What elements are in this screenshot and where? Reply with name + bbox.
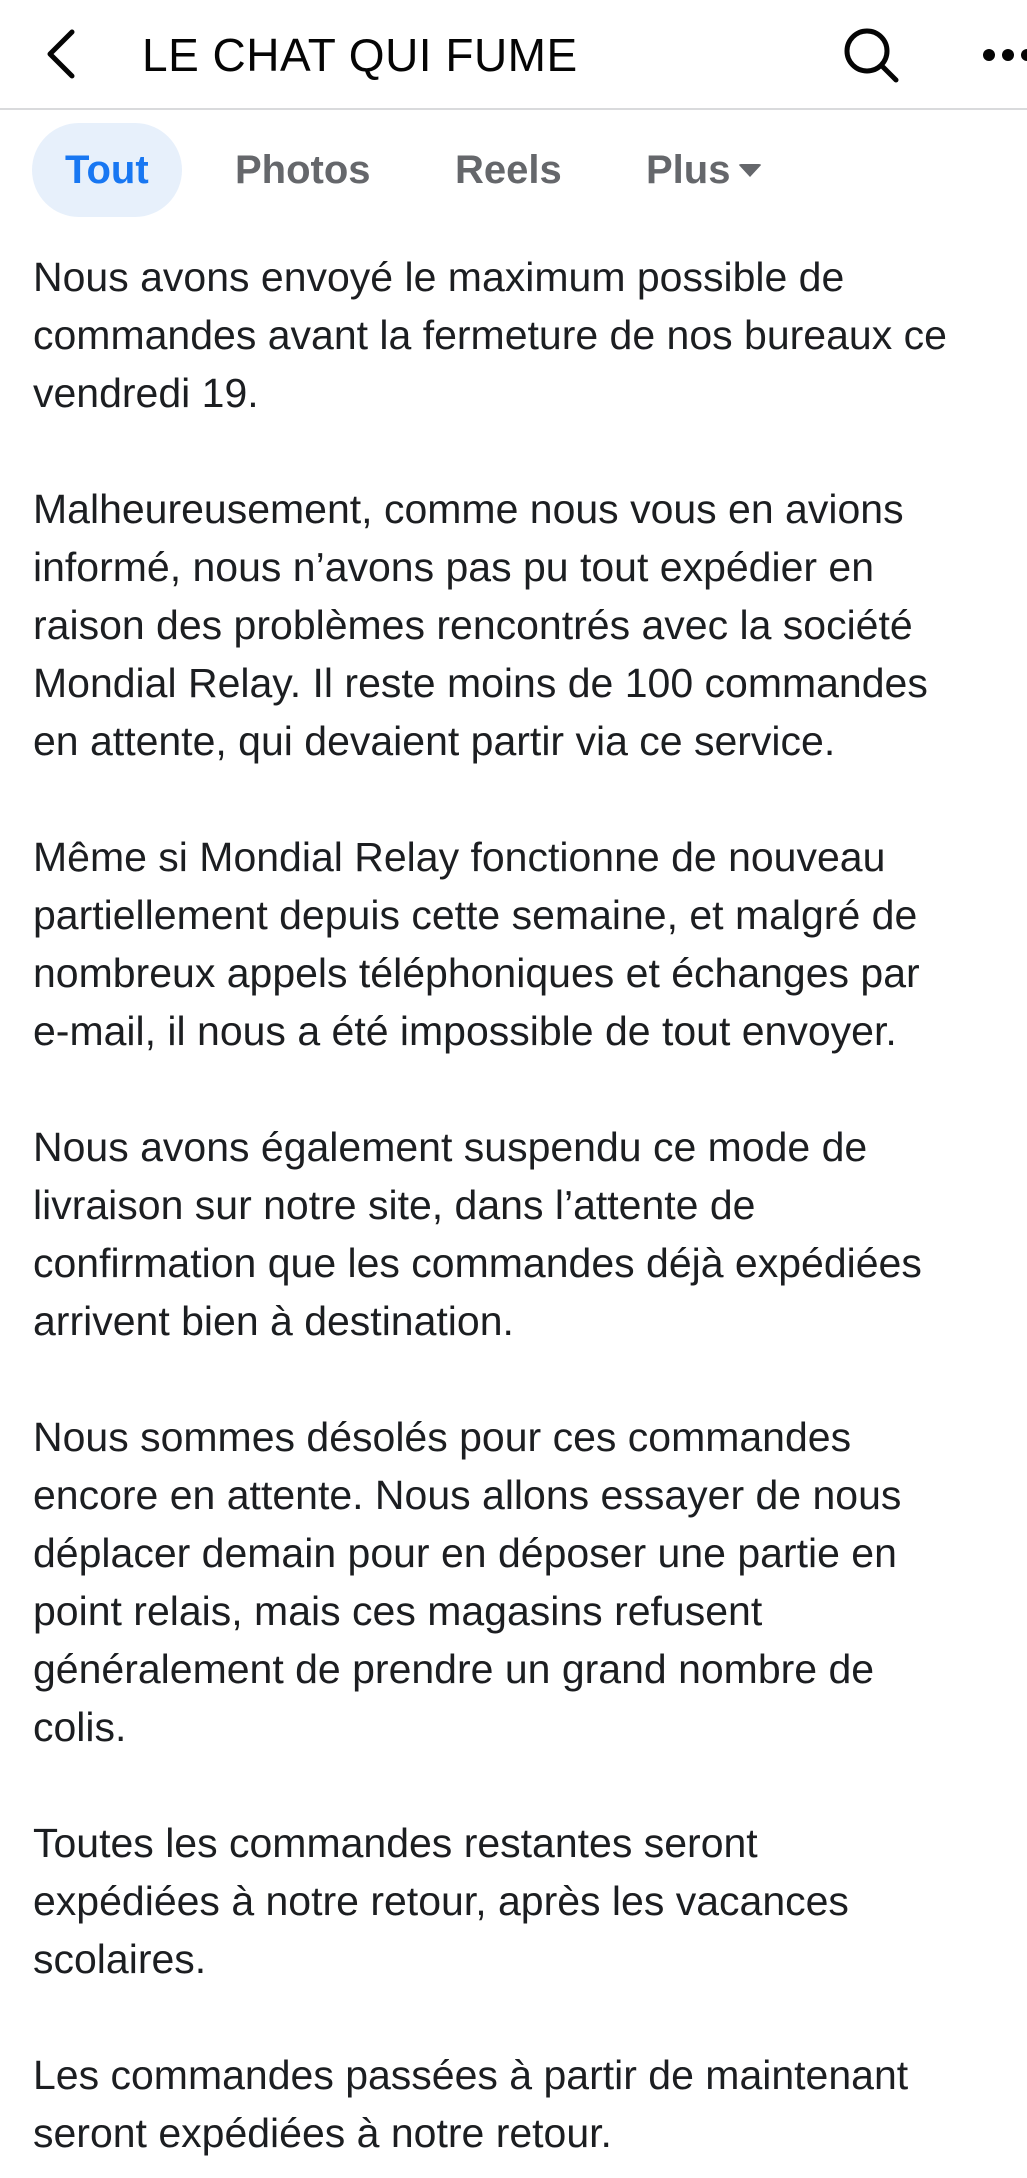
top-bar: [0, 0, 1027, 110]
tab-plus[interactable]: [646, 123, 762, 217]
page-title: LE CHAT QUI FUME: [142, 29, 578, 81]
search-button[interactable]: [836, 20, 906, 90]
post-paragraph: Nous avons également suspendu ce mode de livraison sur notre site, dans l’attente de confirmation que les commandes déjà expédiées arrivent bien à destination.: [33, 1124, 922, 1344]
tab-reels[interactable]: [455, 123, 562, 217]
post-paragraph: Nous avons envoyé le maximum possible de commandes avant la fermeture de nos bureaux ce vendredi 19.: [33, 254, 947, 416]
tab-label: Tout: [65, 148, 149, 192]
caret-down-icon: [738, 164, 762, 177]
more-horizontal-icon: [970, 30, 1027, 80]
back-button[interactable]: [32, 22, 92, 86]
post-paragraph: Nous sommes désolés pour ces commandes encore en attente. Nous allons essayer de nous déplacer demain pour en déposer une partie en point relais, mais ces magasins refusent généralement de prendre un grand nombre de colis.: [33, 1414, 902, 1750]
post-paragraph: Les commandes passées à partir de maintenant seront expédiées à notre retour.: [33, 2052, 909, 2156]
tab-tout[interactable]: [32, 123, 182, 217]
post-body: [33, 248, 1027, 2162]
tab-photos[interactable]: [235, 123, 371, 217]
post-paragraph: Malheureusement, comme nous vous en avions informé, nous n’avons pas pu tout expédier en raison des problèmes rencontrés avec la société Mondial Relay. Il reste moins de 100 commandes en attente, qui devaient partir via ce service.: [33, 486, 928, 764]
post-paragraph: Même si Mondial Relay fonctionne de nouveau partiellement depuis cette semaine, et malgré de nombreux appels téléphoniques et échanges par e-mail, il nous a été impossible de tout envoyer.: [33, 834, 920, 1054]
post-paragraph: Toutes les commandes restantes seront expédiées à notre retour, après les vacances scolaires.: [33, 1820, 849, 1982]
filter-tabs: [0, 110, 1027, 230]
tab-label: Photos: [235, 148, 371, 192]
chevron-left-icon: [42, 26, 82, 82]
tab-label: Reels: [455, 148, 562, 192]
search-icon: [841, 25, 901, 85]
tab-label: Plus: [646, 148, 731, 192]
more-options-button[interactable]: [970, 30, 1027, 80]
